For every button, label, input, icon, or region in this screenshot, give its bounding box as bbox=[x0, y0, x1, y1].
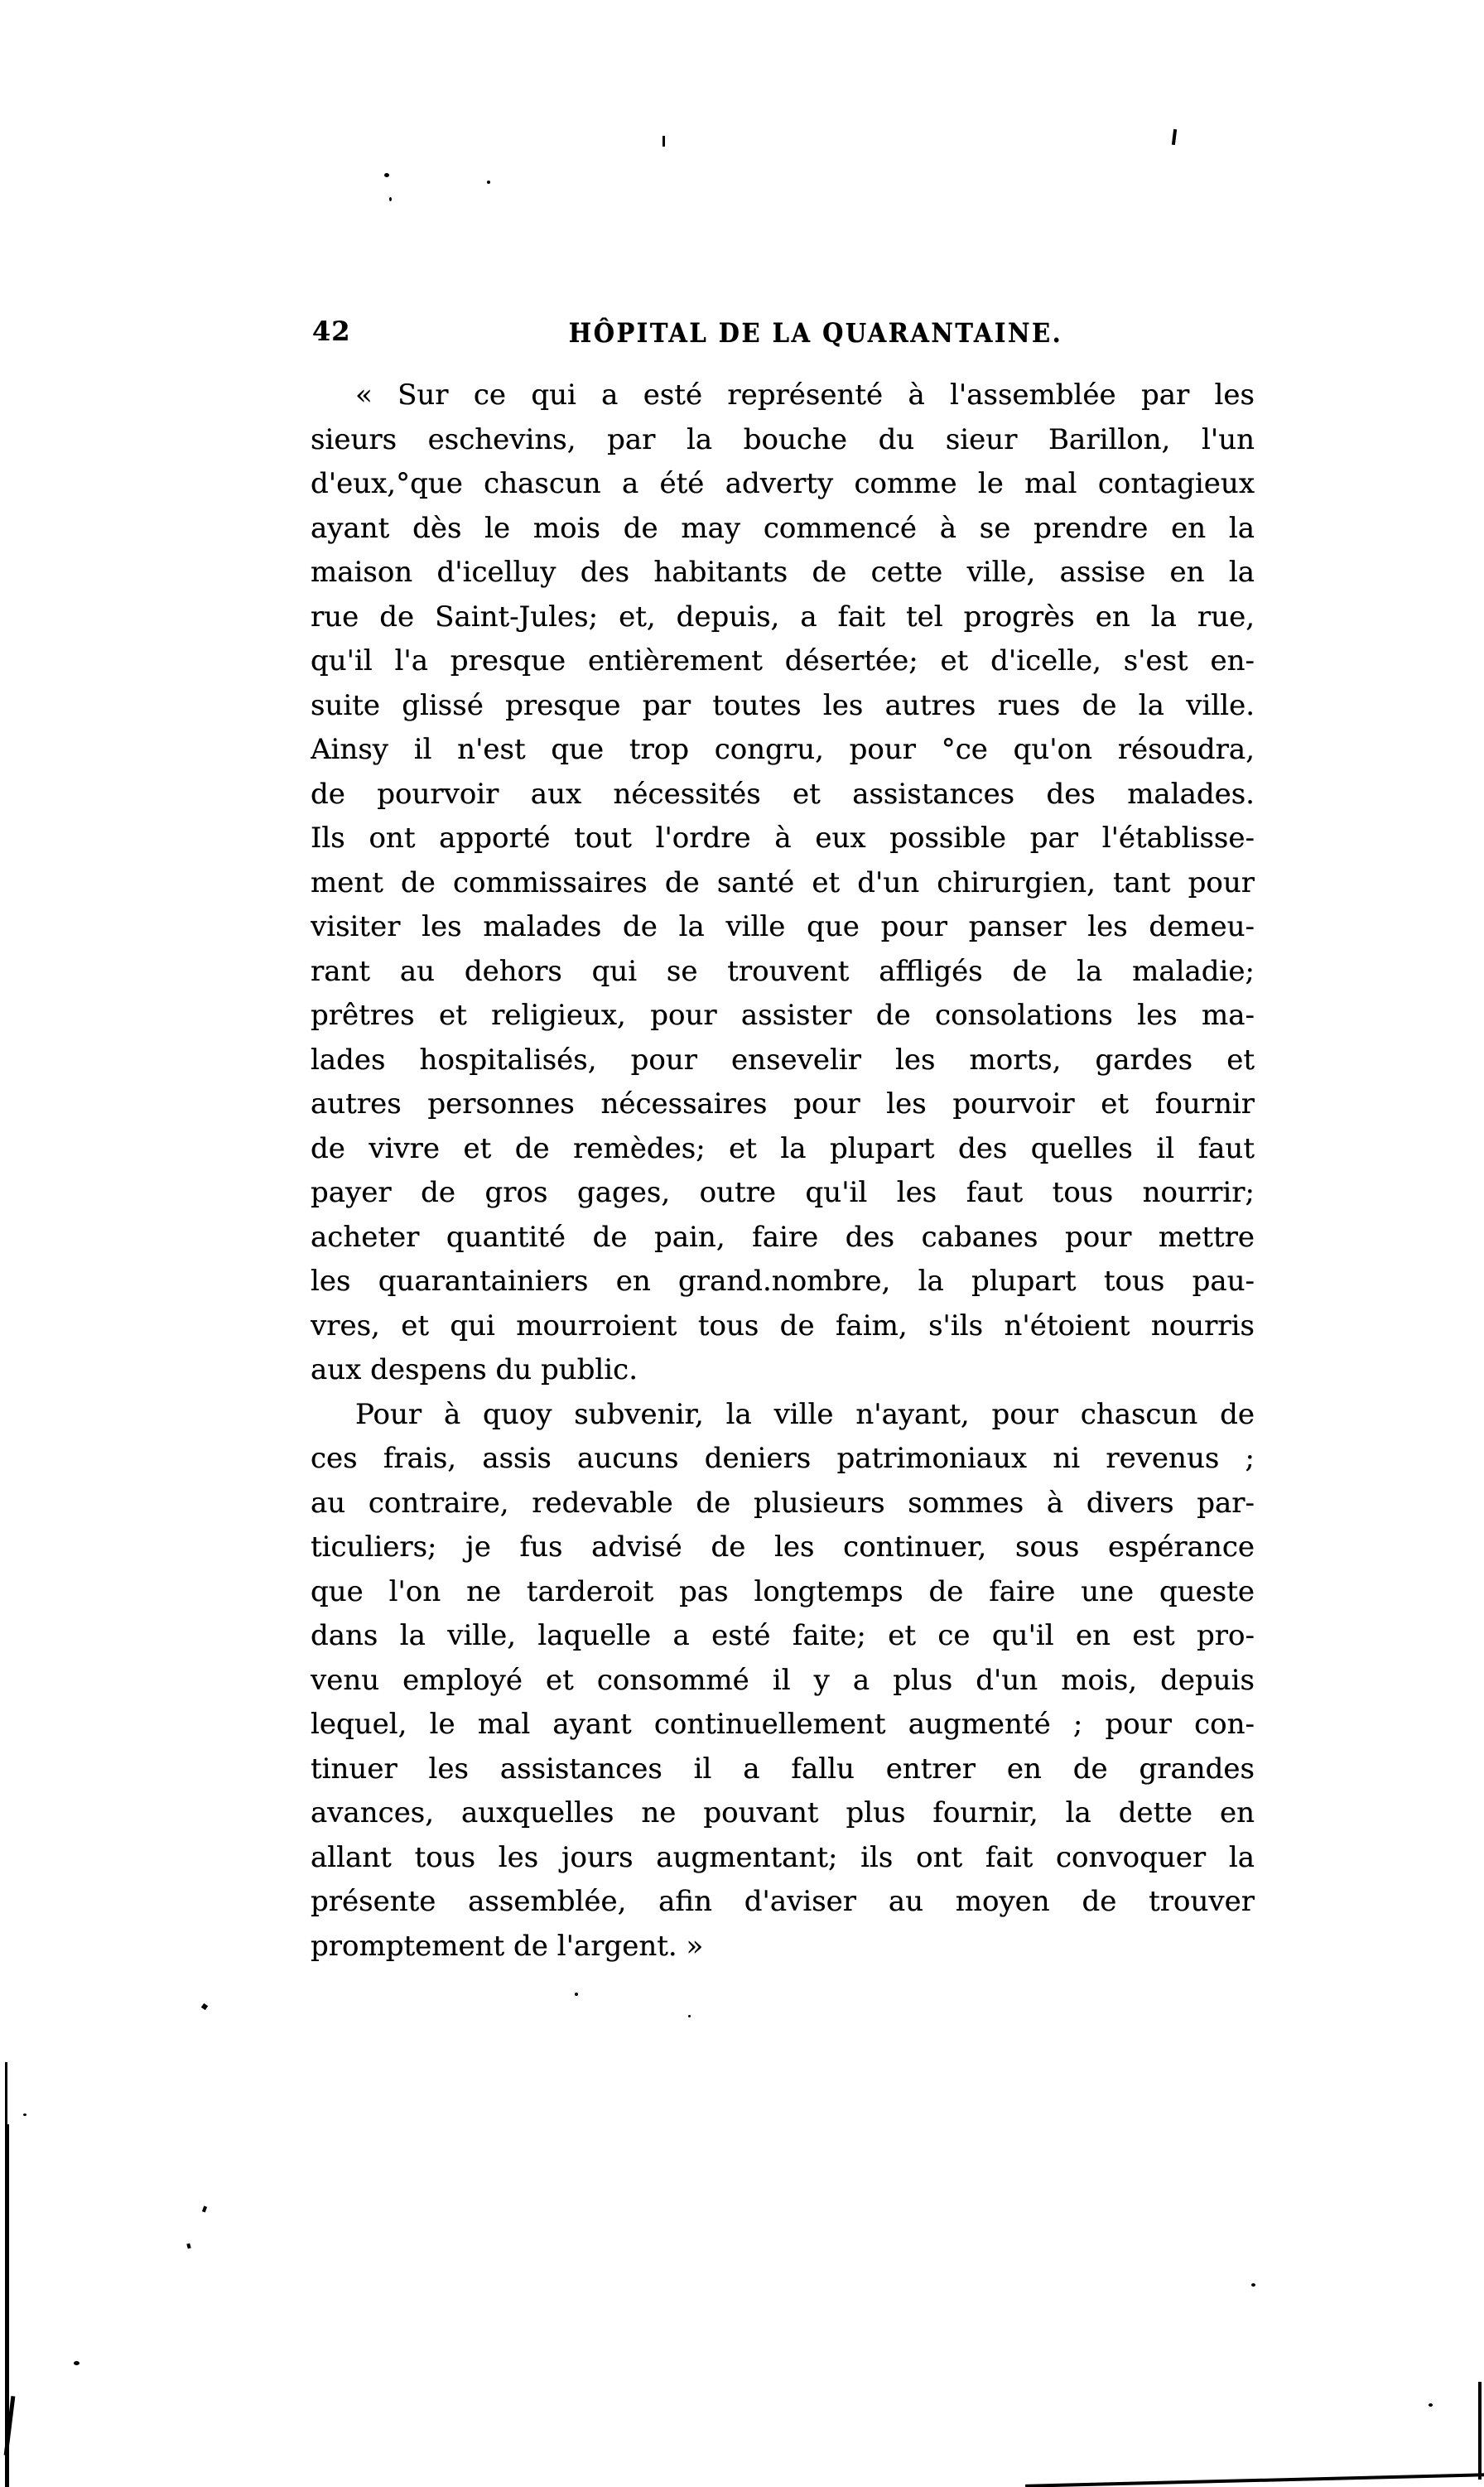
scan-speck bbox=[688, 2015, 691, 2017]
text-line: rant au dehors qui se trouvent affligés de la maladie; bbox=[311, 954, 1255, 988]
text-line: « Sur ce qui a esté représenté à l'assemblée par les bbox=[355, 378, 1255, 412]
scan-speck bbox=[487, 181, 490, 184]
scan-speck bbox=[201, 2003, 208, 2010]
text-line: aux despens du public. bbox=[311, 1353, 638, 1386]
scan-speck bbox=[662, 136, 665, 147]
text-line: que l'on ne tarderoit pas longtemps de faire une queste bbox=[311, 1574, 1255, 1608]
text-line: lades hospitalisés, pour ensevelir les morts, gardes et bbox=[311, 1043, 1255, 1077]
text-line: dans la ville, laquelle a esté faite; et ce qu'il en est pro- bbox=[311, 1619, 1255, 1652]
text-line: venu employé et consommé il y a plus d'un mois, depuis bbox=[311, 1663, 1255, 1697]
scan-speck bbox=[1251, 2283, 1255, 2287]
paragraph bbox=[311, 374, 1255, 1393]
text-line: ment de commissaires de santé et d'un chirurgien, tant pour bbox=[311, 865, 1255, 899]
text-line: Ils ont apporté tout l'ordre à eux possible par l'établisse- bbox=[311, 822, 1255, 855]
scan-speck bbox=[389, 197, 392, 201]
text-line: promptement de l'argent. » bbox=[311, 1929, 704, 1963]
scan-speck bbox=[23, 2113, 26, 2116]
text-line: maison d'icelluy des habitants de cette ville, assise en la bbox=[311, 556, 1255, 589]
scan-speck bbox=[1429, 2403, 1433, 2407]
text-line: au contraire, redevable de plusieurs sommes à divers par- bbox=[311, 1486, 1255, 1520]
text-line: présente assemblée, afin d'aviser au moyen de trouver bbox=[311, 1885, 1255, 1918]
text-line: ayant dès le mois de may commencé à se prendre en la bbox=[311, 511, 1255, 545]
text-line: Ainsy il n'est que trop congru, pour °ce qu'on résoudra, bbox=[311, 733, 1255, 766]
text-line: rue de Saint-Jules; et, depuis, a fait tel progrès en la rue, bbox=[311, 600, 1255, 634]
scan-speck bbox=[186, 2244, 190, 2249]
body-text bbox=[311, 374, 1255, 1969]
scan-edge-line-left bbox=[5, 2062, 7, 2124]
page-number: 42 bbox=[312, 316, 351, 347]
scan-speck bbox=[575, 1993, 578, 1996]
text-line: suite glissé presque par toutes les autres rues de la ville. bbox=[311, 688, 1255, 722]
text-line: ces frais, assis aucuns deniers patrimoniaux ni revenus ; bbox=[311, 1442, 1255, 1475]
text-line: autres personnes nécessaires pour les pourvoir et fournir bbox=[311, 1087, 1255, 1121]
text-line: visiter les malades de la ville que pour panser les demeu- bbox=[311, 910, 1255, 943]
text-line: de vivre et de remèdes; et la plupart des quelles il faut bbox=[311, 1131, 1255, 1165]
text-line: lequel, le mal ayant continuellement augmenté ; pour con- bbox=[311, 1708, 1255, 1741]
text-line: avances, auxquelles ne pouvant plus fournir, la dette en bbox=[311, 1796, 1255, 1829]
scan-speck bbox=[1172, 129, 1177, 145]
text-line: de pourvoir aux nécessités et assistances des malades. bbox=[311, 777, 1255, 811]
text-line: payer de gros gages, outre qu'il les faut tous nourrir; bbox=[311, 1176, 1255, 1209]
scan-speck bbox=[202, 2206, 207, 2213]
text-line: vres, et qui mourroient tous de faim, s'ils n'étoient nourris bbox=[311, 1309, 1255, 1342]
text-line: sieurs eschevins, par la bouche du sieur Barillon, l'un bbox=[311, 422, 1255, 456]
scan-speck bbox=[74, 2361, 80, 2365]
paragraph bbox=[311, 1393, 1255, 1969]
text-line: les quarantainiers en grand.nombre, la plupart tous pau- bbox=[311, 1265, 1255, 1298]
text-line: tinuer les assistances il a fallu entrer en de grandes bbox=[311, 1752, 1255, 1786]
text-line: qu'il l'a presque entièrement désertée; et d'icelle, s'est en- bbox=[311, 644, 1255, 677]
running-title: HÔPITAL DE LA QUARANTAINE. bbox=[568, 318, 1063, 349]
scan-edge-line-bottom bbox=[1025, 2473, 1484, 2487]
scan-edge-line-right bbox=[1478, 2382, 1482, 2480]
text-line: Pour à quoy subvenir, la ville n'ayant, pour chascun de bbox=[355, 1397, 1255, 1431]
text-line: allant tous les jours augmentant; ils ont fait convoquer la bbox=[311, 1840, 1255, 1874]
text-line: ticuliers; je fus advisé de les continuer, sous espérance bbox=[311, 1530, 1255, 1564]
text-line: d'eux,°que chascun a été adverty comme le mal contagieux bbox=[311, 467, 1255, 500]
text-line: acheter quantité de pain, faire des cabanes pour mettre bbox=[311, 1220, 1255, 1254]
text-line: prêtres et religieux, pour assister de consolations les ma- bbox=[311, 999, 1255, 1032]
scan-speck bbox=[384, 173, 389, 177]
page-header bbox=[311, 316, 1255, 352]
